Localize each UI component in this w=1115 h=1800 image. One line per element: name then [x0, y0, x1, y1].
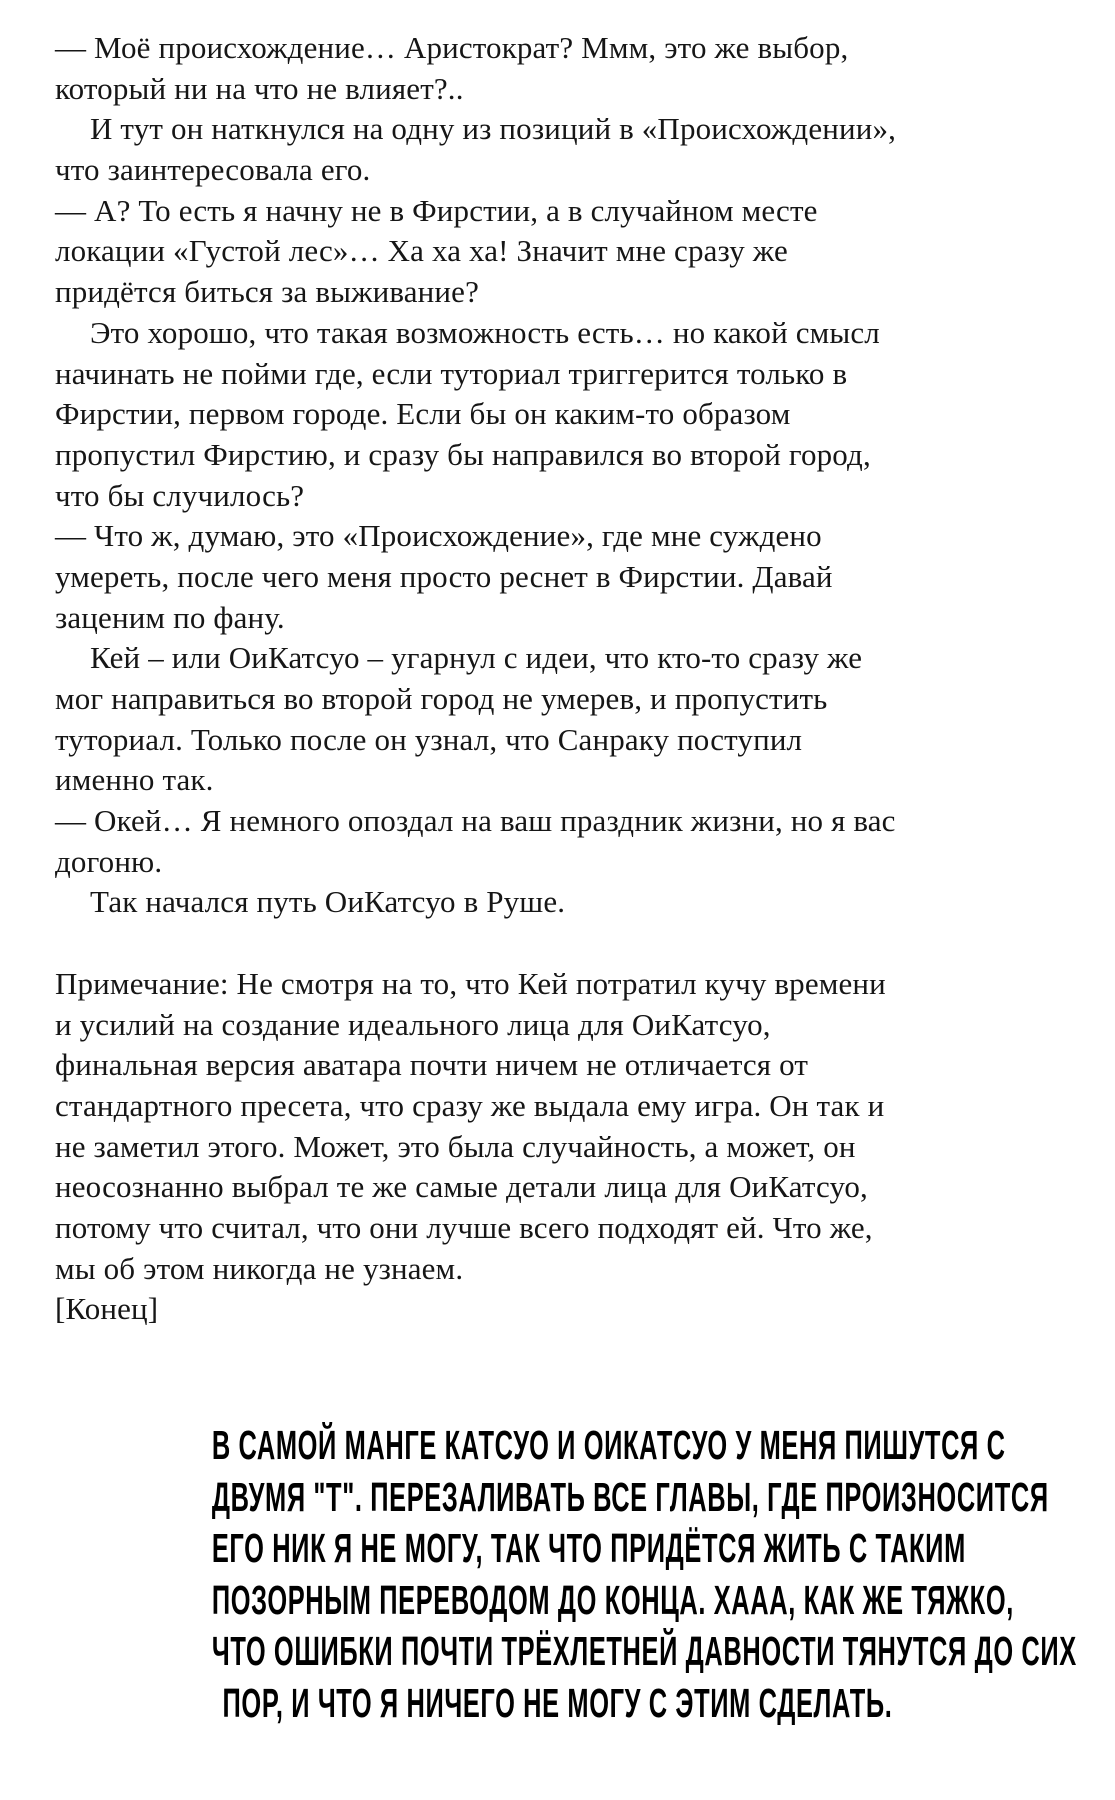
story-line: что бы случилось? [55, 477, 305, 513]
note-line: финальная версия аватара почти ничем не отличается от [55, 1047, 809, 1083]
story-line: мог направиться во второй город не умерев, и пропустить [55, 681, 828, 716]
blank-line [55, 923, 1075, 964]
story-line: туториал. Только после он узнал, что Санраку поступил [55, 721, 803, 757]
story-line: начинать не пойми где, если туториал триггерится только в [55, 355, 848, 391]
story-line: И тут он наткнулся на одну из позиций в «Происхождении», [90, 111, 897, 147]
story-line: — А? То есть я начну не в Фирстии, а в случайном месте [55, 192, 818, 228]
note-line: не заметил этого. Может, это была случайность, а может, он [55, 1128, 856, 1164]
note-line: мы об этом никогда не узнаем. [55, 1250, 464, 1286]
translator-note [0, 1420, 1115, 1729]
translator-note-line: В САМОЙ МАНГЕ КАТСУО И ОИКАТСУО У МЕНЯ ПИШУТСЯ С [211, 1422, 1006, 1468]
story-line: — Окей… Я немного опоздал на ваш праздник жизни, но я вас [55, 803, 896, 839]
story-line: Так начался путь ОиКатсуо в Руше. [90, 884, 566, 920]
note-line: стандартного пресета, что сразу же выдала ему игра. Он так и [55, 1087, 885, 1123]
story-line: придётся биться за выживание? [55, 274, 479, 310]
story-line: локации «Густой лес»… Ха ха ха! Значит мне сразу же [55, 233, 788, 269]
story-line: пропустил Фирстию, и сразу бы направился во второй город, [55, 436, 871, 472]
story-line: Кей – или ОиКатсуо – угарнул с идеи, что кто-то сразу же [90, 640, 863, 676]
story-line: заценим по фану. [55, 599, 285, 635]
story-line: именно так. [55, 762, 214, 798]
note-line: Примечание: Не смотря на то, что Кей потратил кучу времени [55, 965, 886, 1001]
story-line: Фирстии, первом городе. Если бы он каким-то образом [55, 396, 791, 432]
note-line: и усилий на создание идеального лица для ОиКатсуо, [55, 1006, 771, 1042]
story-line: что заинтересовала его. [55, 152, 371, 188]
note-line: потому что считал, что они лучше всего подходят ей. Что же, [55, 1209, 873, 1245]
translator-note-line: ЕГО НИК Я НЕ МОГУ, ТАК ЧТО ПРИДЁТСЯ ЖИТЬ С ТАКИМ [211, 1525, 966, 1571]
story-line: догоню. [55, 843, 163, 879]
story-line: — Моё происхождение… Аристократ? Ммм, это же выбор, [55, 30, 849, 65]
story-text [55, 28, 1075, 1330]
end-marker: [Конец] [55, 1291, 159, 1327]
translator-note-line: ЧТО ОШИБКИ ПОЧТИ ТРЁХЛЕТНЕЙ ДАВНОСТИ ТЯНУТСЯ ДО СИХ [211, 1628, 1077, 1674]
story-line: Это хорошо, что такая возможность есть… но какой смысл [90, 314, 880, 350]
translator-note-line: ПОЗОРНЫМ ПЕРЕВОДОМ ДО КОНЦА. ХААА, КАК ЖЕ ТЯЖКО, [211, 1576, 1014, 1623]
story-line: который ни на что не влияет?.. [55, 70, 464, 106]
story-line: умереть, после чего меня просто реснет в Фирстии. Давай [55, 558, 833, 594]
note-line: неосознанно выбрал те же самые детали лица для ОиКатсуо, [55, 1169, 868, 1205]
story-line: — Что ж, думаю, это «Происхождение», где мне суждено [55, 518, 822, 554]
translator-note-line: ДВУМЯ "Т". ПЕРЕЗАЛИВАТЬ ВСЕ ГЛАВЫ, ГДЕ ПРОИЗНОСИТСЯ [211, 1473, 1049, 1520]
translator-note-line: ПОР, И ЧТО Я НИЧЕГО НЕ МОГУ С ЭТИМ СДЕЛАТЬ. [222, 1679, 893, 1726]
